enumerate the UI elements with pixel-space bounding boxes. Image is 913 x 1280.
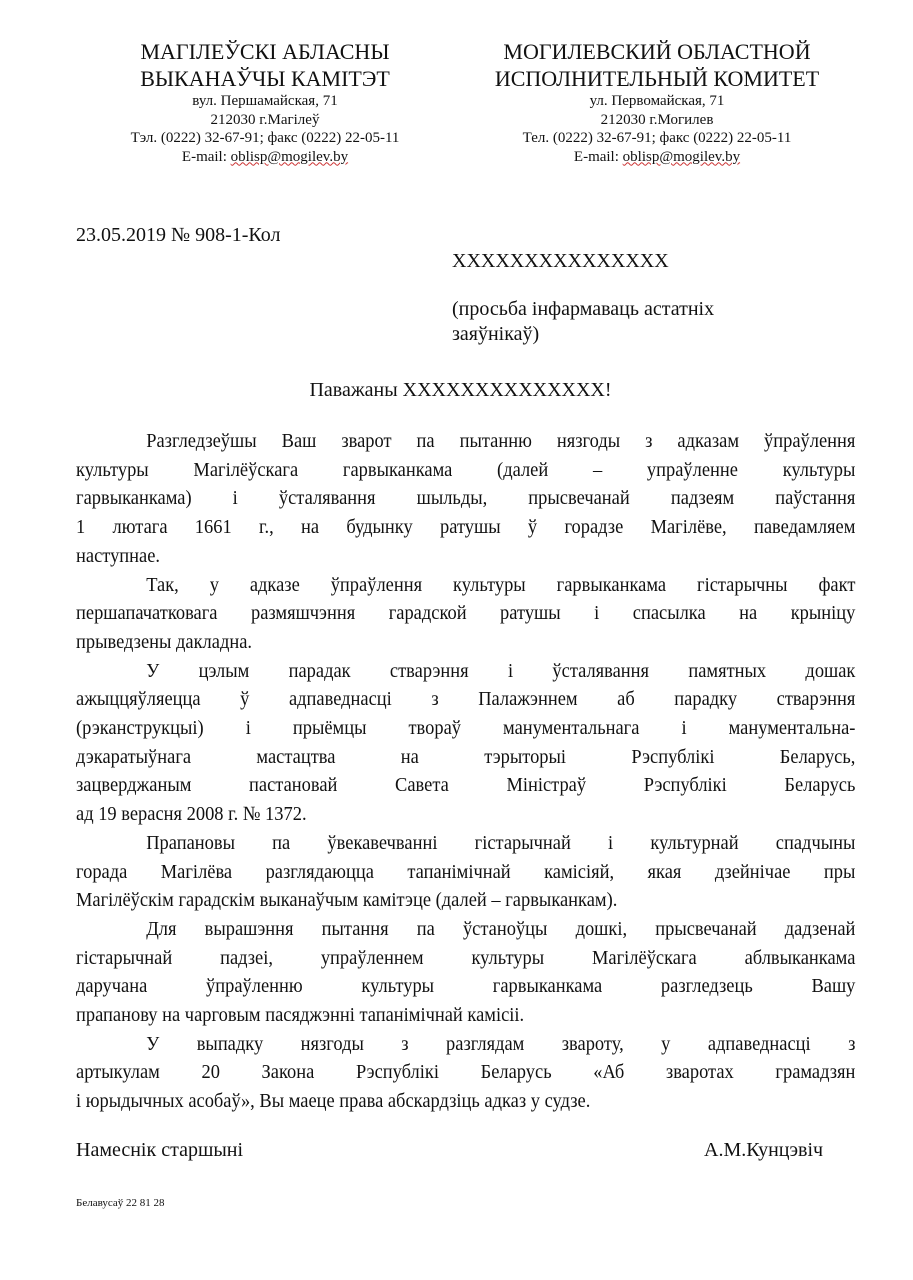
org-name-line: ВЫКАНАЎЧЫ КАМІТЭТ: [140, 66, 390, 91]
paragraph-line: культуры Магілёўскага гарвыканкама (далей – упраўленне культуры: [76, 458, 856, 481]
paragraph-line: наступнае.: [76, 544, 161, 567]
paragraph-line: 1 лютага 1661 г., на будынку ратушы ў горадзе Магілёве, паведамляем: [76, 516, 856, 539]
paragraph: [76, 657, 855, 829]
paragraph-line: першапачатковага размяшчэння гарадской ратушы і спасылка на крыніцу: [76, 602, 856, 625]
paragraph-line: горада Магілёва разглядаюцца тапанімічнай камісіяй, якая дзейнічае пры: [76, 860, 856, 883]
email-label: E-mail:: [573, 148, 623, 165]
paragraph-line: Магілёўскім гарадскім выканаўчым камітэце (далей – гарвыканкам).: [76, 889, 618, 912]
paragraph-line: У выпадку нязгоды з разглядам звароту, у адпаведнасці з: [146, 1032, 856, 1055]
paragraph-line: ажыццяўляецца ў адпаведнасці з Палажэннем аб парадку стварэння: [76, 688, 856, 711]
paragraph-line: і юрыдычных асобаў», Вы маеце права абскардзіць адказ у судзе.: [76, 1090, 591, 1113]
paragraph-line: Разгледзеўшы Ваш зварот па пытанню нязгоды з адказам ўпраўлення: [146, 430, 856, 452]
paragraph-line: У цэлым парадак стварэння і ўсталявання памятных дошак: [146, 659, 856, 682]
org-address: вул. Першамайская, 71: [192, 93, 338, 109]
org-email-line: [75, 148, 455, 167]
paragraph-line: ад 19 верасня 2008 г. № 1372.: [76, 803, 307, 826]
paragraph: [76, 829, 855, 915]
signatory-name: А.М.Кунцэвіч: [704, 1139, 824, 1161]
paragraph-line: артыкулам 20 Закона Рэспублікі Беларусь «Аб зваротах грамадзян: [76, 1061, 856, 1084]
signatory-position: Намеснік старшыні: [76, 1139, 244, 1161]
org-name-line: МАГІЛЕЎСКІ АБЛАСНЫ: [140, 39, 390, 64]
paragraph: [76, 1030, 855, 1116]
email-address: oblisp@mogilev.by: [622, 148, 741, 165]
executor-info: Белавусаў 22 81 28: [76, 1197, 165, 1209]
org-address: ул. Первомайская, 71: [589, 93, 725, 109]
org-city: 212030 г.Могилев: [600, 111, 714, 128]
paragraph-line: зацверджаным пастановай Савета Міністраў Рэспублікі Беларусь: [76, 774, 856, 797]
paragraph-line: даручана ўпраўленню культуры гарвыканкама разгледзець Вашу: [76, 975, 856, 998]
paragraph-line: дэкаратыўнага мастацтва на тэрыторыі Рэспублікі Беларусь,: [76, 745, 856, 768]
paragraph: [76, 571, 855, 657]
note-line: заяўнікаў): [452, 323, 540, 345]
date-number: 23.05.2019 № 908-1-Кол: [76, 224, 281, 246]
org-phone: Тэл. (0222) 32-67-91; факс (0222) 22-05-11: [130, 130, 400, 146]
paragraph-line: гістарычнай падзеі, упраўленнем культуры Магілёўскага аблвыканкама: [76, 946, 856, 969]
paragraph-line: прапанову на чарговым пасяджэнні тапанімічнай камісіі.: [76, 1004, 525, 1027]
org-email-line: [467, 148, 847, 167]
paragraph: [76, 427, 855, 571]
recipient-note: [452, 297, 714, 347]
greeting: Паважаны ХХХХХХХХХХХХХХ!: [309, 379, 612, 401]
letterhead-russian: [467, 38, 847, 166]
letterhead-belarusian: [75, 38, 455, 166]
org-name-line: ИСПОЛНИТЕЛЬНЫЙ КОМИТЕТ: [494, 66, 820, 91]
recipient: ХХХХХХХХХХХХХХХ: [452, 250, 669, 272]
paragraph-line: Для вырашэння пытання па ўстаноўцы дошкі, прысвечанай дадзенай: [146, 917, 856, 940]
org-name-line: МОГИЛЕВСКИЙ ОБЛАСТНОЙ: [503, 39, 811, 64]
paragraph-line: Так, у адказе ўпраўлення культуры гарвыканкама гістарычны факт: [146, 573, 856, 596]
org-phone: Тел. (0222) 32-67-91; факс (0222) 22-05-11: [522, 130, 792, 146]
email-label: E-mail:: [181, 148, 231, 165]
paragraph-line: прыведзены дакладна.: [76, 630, 253, 653]
paragraph-line: (рэканструкцыі) і прыёмцы твораў манументальнага і манументальна-: [76, 717, 856, 740]
note-line: (просьба інфармаваць астатніх: [452, 298, 715, 320]
org-city: 212030 г.Магілеў: [210, 111, 320, 128]
email-address: oblisp@mogilev.by: [230, 148, 349, 165]
paragraph-line: Прапановы па ўвекавечванні гістарычнай і культурнай спадчыны: [146, 831, 856, 854]
paragraph: [76, 915, 855, 1030]
letter-body: [76, 427, 855, 1116]
paragraph-line: гарвыканкама) і ўсталявання шыльды, прысвечанай падзеям паўстання: [76, 487, 856, 510]
